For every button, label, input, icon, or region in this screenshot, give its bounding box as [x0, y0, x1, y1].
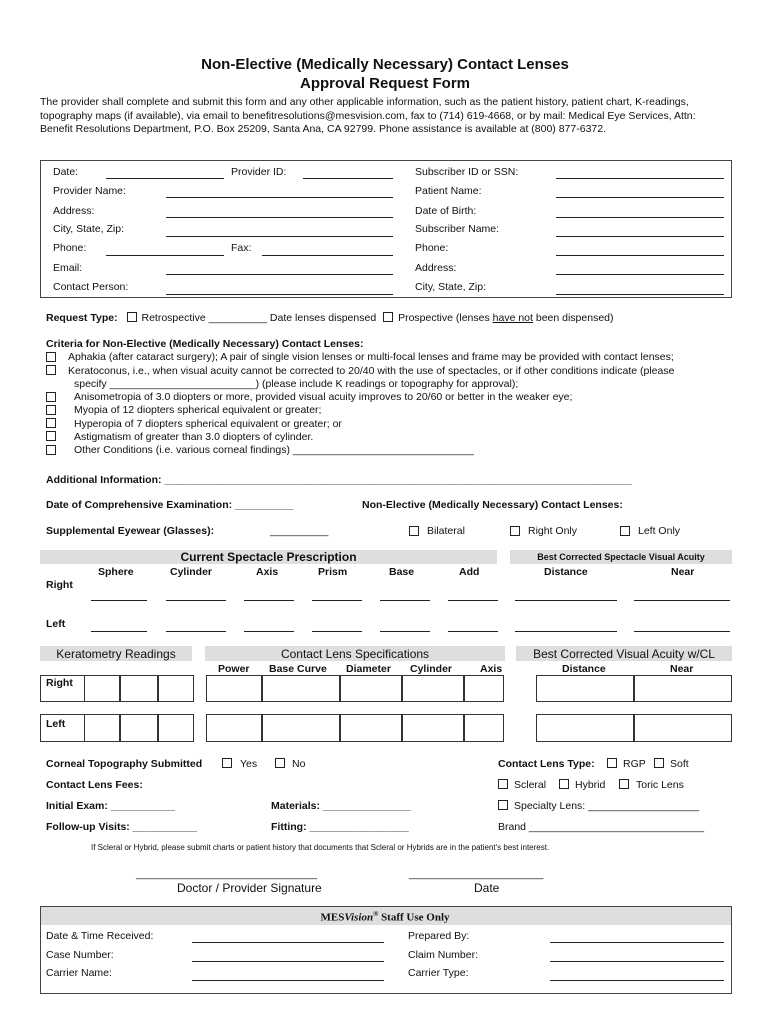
kerat-left-cell-2[interactable] — [120, 714, 158, 742]
criteria-checkbox-keratoconus[interactable] — [46, 365, 56, 375]
claim-number-label: Claim Number: — [408, 949, 479, 961]
form-subtitle: Approval Request Form — [299, 75, 471, 92]
spectacle-header: Current Spectacle Prescription — [180, 550, 357, 564]
criteria-checkbox-other[interactable] — [46, 445, 56, 455]
cl-left-power-cell[interactable] — [206, 714, 262, 742]
staff-brand: MES — [320, 911, 345, 924]
case-number-field[interactable] — [192, 961, 384, 962]
provider-email-label: Email: — [53, 262, 83, 274]
col-add: Add — [459, 566, 480, 578]
request-type-label: Request Type: — [46, 312, 118, 324]
provider-city-field[interactable] — [166, 236, 393, 237]
initial-exam-field[interactable]: Initial Exam: ___________ — [46, 800, 176, 812]
cl-bcva-header: Best Corrected Visual Acuity w/CL — [533, 647, 715, 661]
fees-label: Contact Lens Fees: — [46, 779, 143, 791]
right-sphere-field[interactable] — [91, 600, 147, 601]
col-sphere: Sphere — [98, 566, 134, 578]
supplemental-eyewear-field[interactable]: __________ — [270, 525, 329, 537]
criteria-checkbox-hyperopia[interactable] — [46, 418, 56, 428]
specialty-field[interactable]: Specialty Lens: ___________________ — [514, 800, 700, 812]
cl-left-base-curve-cell[interactable] — [262, 714, 340, 742]
subscriber-address-label: Address: — [415, 262, 457, 274]
cl-right-base-curve-cell[interactable] — [262, 675, 340, 702]
bilateral-label: Bilateral — [427, 525, 465, 537]
provider-name-label: Provider Name: — [53, 185, 126, 197]
criteria-anisometropia: Anisometropia of 3.0 diopters or more, provided visual acuity improves to 20/60 or better in the weaker eye; — [74, 391, 573, 403]
subscriber-name-label: Subscriber Name: — [415, 223, 500, 235]
soft-checkbox[interactable] — [654, 758, 664, 768]
scleral-note: If Scleral or Hybrid, please submit charts or patient history that documents that Scleral or Hybrids are in the patient's best interest. — [91, 843, 550, 852]
topography-no-checkbox[interactable] — [275, 758, 285, 768]
prospective-label-start: Prospective (lenses — [398, 312, 493, 324]
cl-left-near-cell[interactable] — [634, 714, 732, 742]
cl-specs-header: Contact Lens Specifications — [280, 647, 430, 661]
subscriber-city-label: City, State, Zip: — [415, 281, 486, 293]
prospective-label-emphasis: have not — [492, 312, 533, 324]
criteria-heading: Criteria for Non-Elective (Medically Necessary) Contact Lenses: — [46, 338, 364, 350]
cl-left-diameter-cell[interactable] — [340, 714, 402, 742]
topography-label: Corneal Topography Submitted — [46, 758, 203, 770]
left-near-field[interactable] — [634, 631, 730, 632]
right-only-checkbox[interactable] — [510, 526, 520, 536]
brand-field[interactable]: Brand ______________________________ — [498, 821, 705, 833]
retrospective-checkbox[interactable] — [127, 312, 137, 322]
provider-fax-label: Fax: — [231, 242, 252, 254]
subscriber-address-field[interactable] — [556, 274, 724, 275]
right-base-field[interactable] — [380, 600, 430, 601]
kerat-right-cell-2[interactable] — [120, 675, 158, 702]
scleral-checkbox[interactable] — [498, 779, 508, 789]
prospective-checkbox[interactable] — [383, 312, 393, 322]
materials-field[interactable]: Materials: _______________ — [271, 800, 411, 812]
cl-right-diameter-cell[interactable] — [340, 675, 402, 702]
criteria-checkbox-astigmatism[interactable] — [46, 431, 56, 441]
left-prism-field[interactable] — [312, 631, 362, 632]
criteria-hyperopia: Hyperopia of 7 diopters spherical equivalent or greater; or — [74, 418, 342, 430]
cl-col-axis: Axis — [480, 663, 503, 675]
staff-brand-italic: Vision — [344, 911, 374, 924]
cl-col-base-curve: Base Curve — [269, 663, 327, 675]
right-distance-field[interactable] — [515, 600, 617, 601]
bcva-header: Best Corrected Spectacle Visual Acuity — [537, 552, 705, 562]
kerat-right-cell-1[interactable] — [84, 675, 120, 702]
contact-person-field[interactable] — [166, 294, 393, 295]
hybrid-checkbox[interactable] — [559, 779, 569, 789]
case-number-label: Case Number: — [46, 949, 114, 961]
provider-city-label: City, State, Zip: — [53, 223, 124, 235]
retrospective-label: Retrospective __________ Date lenses dispensed — [141, 312, 377, 324]
left-axis-field[interactable] — [244, 631, 294, 632]
date-exam[interactable]: Date of Comprehensive Examination: __________ — [46, 499, 294, 511]
left-base-field[interactable] — [380, 631, 430, 632]
left-cylinder-field[interactable] — [166, 631, 226, 632]
criteria-checkbox-aphakia[interactable] — [46, 352, 56, 362]
cl-right-power-cell[interactable] — [206, 675, 262, 702]
staff-brand-reg: ® — [373, 910, 379, 918]
col-distance: Distance — [544, 566, 588, 578]
left-distance-field[interactable] — [515, 631, 617, 632]
right-near-field[interactable] — [634, 600, 730, 601]
fitting-field[interactable]: Fitting: _________________ — [271, 821, 409, 833]
additional-info[interactable]: Additional Information: ________________________________________________________________________________ — [46, 474, 632, 486]
criteria-myopia: Myopia of 12 diopters spherical equivalent or greater; — [74, 404, 322, 416]
prepared-by-label: Prepared By: — [408, 930, 470, 942]
date-received-label: Date & Time Received: — [46, 930, 154, 942]
left-sphere-field[interactable] — [91, 631, 147, 632]
right-add-field[interactable] — [448, 600, 498, 601]
dob-label: Date of Birth: — [415, 205, 477, 217]
kerat-header: Keratometry Readings — [56, 647, 176, 661]
criteria-astigmatism: Astigmatism of greater than 3.0 diopters of cylinder. — [74, 431, 314, 443]
toric-checkbox[interactable] — [619, 779, 629, 789]
scleral-label: Scleral — [514, 779, 547, 791]
date-received-field[interactable] — [192, 942, 384, 943]
carrier-name-label: Carrier Name: — [46, 967, 112, 979]
provider-address-label: Address: — [53, 205, 95, 217]
cl-right-cylinder-cell[interactable] — [402, 675, 464, 702]
contact-person-label: Contact Person: — [53, 281, 129, 293]
right-cylinder-field[interactable] — [166, 600, 226, 601]
carrier-type-field[interactable] — [550, 980, 724, 981]
subscriber-phone-field[interactable] — [556, 255, 724, 256]
kerat-left-cell-1[interactable] — [84, 714, 120, 742]
left-only-checkbox[interactable] — [620, 526, 630, 536]
date-signed-line[interactable]: _______________________ — [409, 868, 544, 880]
staff-header — [0, 910, 770, 924]
hybrid-label: Hybrid — [575, 779, 606, 791]
criteria-checkbox-anisometropia[interactable] — [46, 392, 56, 402]
rgp-label: RGP — [623, 758, 646, 770]
topography-yes-label: Yes — [240, 758, 258, 770]
form-title: Non-Elective (Medically Necessary) Contact Lenses — [201, 56, 569, 73]
provider-info-box — [40, 160, 732, 298]
criteria-other: Other Conditions (i.e. various corneal findings) _______________________________ — [74, 444, 474, 456]
prospective-label-end: been dispensed) — [532, 312, 614, 324]
carrier-name-field[interactable] — [192, 980, 384, 981]
cl-col-diameter: Diameter — [346, 663, 391, 675]
dob-field[interactable] — [556, 217, 724, 218]
patient-name-field[interactable] — [556, 197, 724, 198]
kerat-right-label: Right — [46, 677, 73, 689]
subscriber-id-label: Subscriber ID or SSN: — [415, 166, 519, 178]
date-field[interactable] — [106, 178, 224, 179]
cl-col-distance: Distance — [562, 663, 606, 675]
provider-name-field[interactable] — [166, 197, 393, 198]
signature-line[interactable]: _______________________________ — [136, 868, 318, 880]
provider-id-label: Provider ID: — [231, 166, 287, 178]
provider-fax-field[interactable] — [262, 255, 393, 256]
left-add-field[interactable] — [448, 631, 498, 632]
cl-right-axis-cell[interactable] — [464, 675, 504, 702]
provider-phone-label: Phone: — [53, 242, 87, 254]
signature-date-caption: Date — [474, 881, 500, 895]
date-label: Date: — [53, 166, 79, 178]
toric-label: Toric Lens — [636, 779, 684, 791]
cl-left-cylinder-cell[interactable] — [402, 714, 464, 742]
claim-number-field[interactable] — [550, 961, 724, 962]
cl-col-near: Near — [670, 663, 694, 675]
request-type-row — [46, 312, 614, 324]
col-near: Near — [671, 566, 695, 578]
kerat-left-cell-3[interactable] — [158, 714, 194, 742]
criteria-keratoconus-cont: specify _________________________) (please include K readings or topography for approval); — [74, 378, 519, 390]
supplemental-eyewear-label: Supplemental Eyewear (Glasses): — [46, 525, 215, 537]
intro-paragraph: The provider shall complete and submit this form and any other applicable information, such as the patient history, patient chart, K-readings, topography maps (if available), via email to benefitresolutions@mesvision.com, fax to (714) 619-4668, or by mail: Medical Eye Services, Attn: Benefit Resolutions Department, P.O. Box 25209, Santa Ana, CA 92799. Phone assistance is available at (800) 877-6372. — [40, 96, 696, 135]
subscriber-phone-label: Phone: — [415, 242, 449, 254]
criteria-keratoconus: Keratoconus, i.e., when visual acuity cannot be corrected to 20/40 with the use of spectacles, or if other conditions indicate (please — [68, 365, 675, 377]
left-only-label: Left Only — [638, 525, 681, 537]
cl-right-near-cell[interactable] — [634, 675, 732, 702]
lens-type-label: Contact Lens Type: — [498, 758, 595, 770]
bilateral-checkbox[interactable] — [409, 526, 419, 536]
cl-col-power: Power — [218, 663, 250, 675]
col-cylinder: Cylinder — [170, 566, 213, 578]
right-axis-field[interactable] — [244, 600, 294, 601]
specialty-checkbox[interactable] — [498, 800, 508, 810]
right-prism-field[interactable] — [312, 600, 362, 601]
kerat-right-cell-3[interactable] — [158, 675, 194, 702]
rgp-checkbox[interactable] — [607, 758, 617, 768]
subscriber-id-field[interactable] — [556, 178, 724, 179]
cl-left-axis-cell[interactable] — [464, 714, 504, 742]
provider-address-field[interactable] — [166, 217, 393, 218]
col-axis: Axis — [256, 566, 279, 578]
patient-name-label: Patient Name: — [415, 185, 482, 197]
kerat-left-label: Left — [46, 718, 66, 730]
staff-title: Staff Use Only — [378, 911, 450, 924]
right-only-label: Right Only — [528, 525, 578, 537]
provider-id-field[interactable] — [303, 178, 393, 179]
criteria-aphakia: Aphakia (after cataract surgery); A pair of single vision lenses or multi-focal lenses and frame may be provided with contact lenses; — [68, 351, 674, 363]
criteria-checkbox-myopia[interactable] — [46, 405, 56, 415]
soft-label: Soft — [670, 758, 689, 770]
spectacle-right-label: Right — [46, 579, 73, 591]
cl-left-distance-cell[interactable] — [536, 714, 634, 742]
topography-no-label: No — [292, 758, 306, 770]
prepared-by-field[interactable] — [550, 942, 724, 943]
followup-field[interactable]: Follow-up Visits: ___________ — [46, 821, 197, 833]
subscriber-city-field[interactable] — [556, 294, 724, 295]
col-base: Base — [389, 566, 415, 578]
spectacle-left-label: Left — [46, 618, 66, 630]
provider-email-field[interactable] — [166, 274, 393, 275]
provider-phone-field[interactable] — [106, 255, 224, 256]
cl-right-distance-cell[interactable] — [536, 675, 634, 702]
signature-caption: Doctor / Provider Signature — [177, 881, 322, 895]
subscriber-name-field[interactable] — [556, 236, 724, 237]
carrier-type-label: Carrier Type: — [408, 967, 469, 979]
cl-col-cylinder: Cylinder — [410, 663, 453, 675]
topography-yes-checkbox[interactable] — [222, 758, 232, 768]
col-prism: Prism — [318, 566, 348, 578]
nonelective-heading: Non-Elective (Medically Necessary) Contact Lenses: — [362, 499, 623, 511]
